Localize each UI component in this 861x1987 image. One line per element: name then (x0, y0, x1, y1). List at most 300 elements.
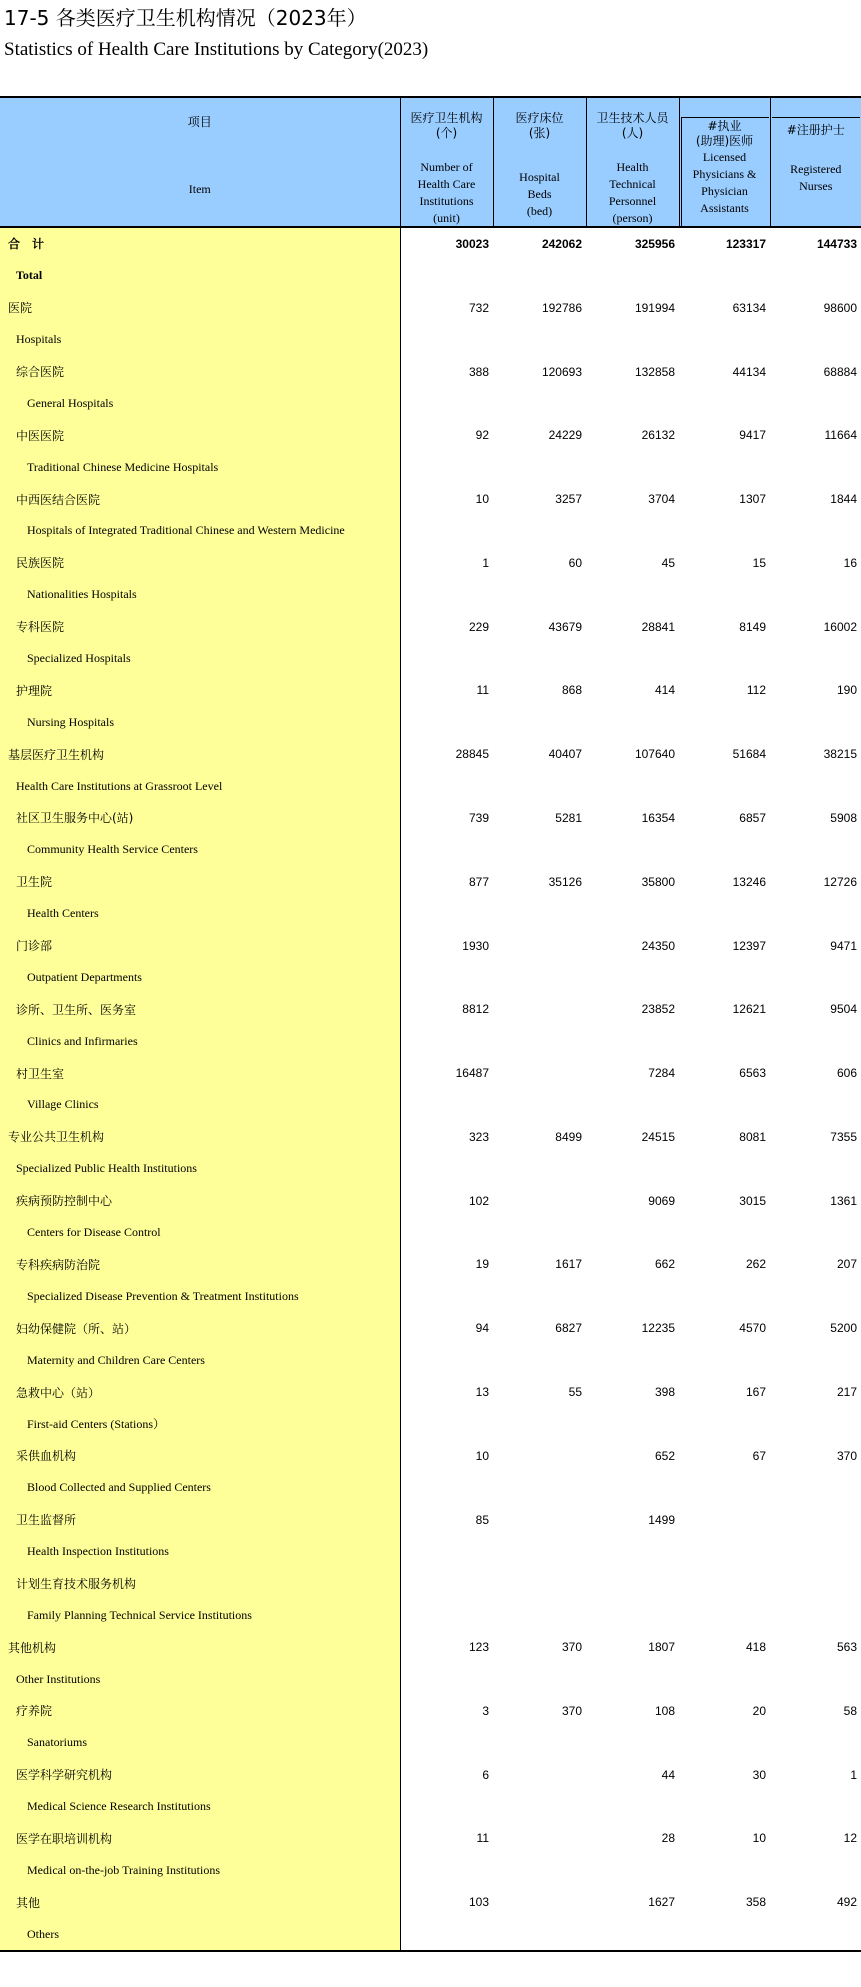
cell-value: 68884 (823, 364, 857, 379)
row-label-en: Traditional Chinese Medicine Hospitals (0, 451, 400, 483)
cell-empty (586, 770, 679, 802)
row-label-zh: 医学在职培训机构 (0, 1823, 400, 1855)
table-row (0, 611, 861, 643)
cell-empty (679, 1536, 770, 1568)
cell-value: 323 (468, 1129, 489, 1144)
table-row-en (0, 260, 861, 292)
cell-value: 398 (654, 1385, 675, 1399)
table-row (0, 993, 861, 1025)
cell-value: 262 (745, 1257, 766, 1272)
cell-value: 12726 (823, 874, 857, 889)
cell-empty (679, 1408, 770, 1440)
row-label-zh: 专科疾病防治院 (0, 1249, 400, 1281)
cell-empty (679, 1089, 770, 1121)
table-row-en (0, 1217, 861, 1249)
cell-value: 8812 (462, 1002, 489, 1017)
cell-empty (400, 898, 493, 930)
row-label-zh: 疗养院 (0, 1695, 400, 1727)
cell-value: 9417 (739, 428, 766, 443)
statistics-table-container (0, 96, 861, 1952)
cell-value (493, 993, 586, 1025)
cell-value: 94 (475, 1321, 489, 1336)
cell-empty (493, 1280, 586, 1312)
cell-empty (400, 1344, 493, 1376)
cell-empty (400, 1918, 493, 1951)
cell-empty (493, 515, 586, 547)
cell-empty (493, 1408, 586, 1440)
cell-value: 1 (850, 1767, 857, 1782)
cell-empty (770, 1727, 861, 1759)
cell-empty (400, 515, 493, 547)
cell-empty (586, 961, 679, 993)
cell-empty (400, 1599, 493, 1631)
row-label-zh: 专科医院 (0, 611, 400, 643)
cell-empty (770, 451, 861, 483)
cell-value: 7284 (648, 1066, 675, 1081)
row-label-zh: 医学科学研究机构 (0, 1759, 400, 1791)
cell-value: 739 (468, 810, 489, 825)
cell-empty (493, 1727, 586, 1759)
cell-empty (770, 1472, 861, 1504)
cell-empty (679, 579, 770, 611)
cell-empty (493, 834, 586, 866)
cell-empty (679, 1344, 770, 1376)
cell-value: 112 (746, 683, 766, 698)
cell-value: 1307 (739, 492, 766, 507)
table-row-en (0, 1536, 861, 1568)
cell-empty (770, 770, 861, 802)
row-label-en: Centers for Disease Control (0, 1217, 400, 1249)
row-label-en: Other Institutions (0, 1663, 400, 1695)
cell-empty (400, 260, 493, 292)
row-label-zh: 急救中心（站） (0, 1376, 400, 1408)
cell-empty (586, 515, 679, 547)
row-label-zh: 诊所、卫生所、医务室 (0, 993, 400, 1025)
cell-value (586, 1567, 679, 1599)
table-row-en (0, 1025, 861, 1057)
cell-value: 44 (661, 1767, 675, 1782)
row-label-en: Others (0, 1918, 400, 1951)
cell-empty (493, 706, 586, 738)
row-label-zh: 护理院 (0, 674, 400, 706)
cell-value: 63134 (732, 300, 766, 315)
table-row-en (0, 1727, 861, 1759)
table-row-en (0, 1854, 861, 1886)
cell-empty (679, 260, 770, 292)
table-row-en (0, 770, 861, 802)
cell-empty (679, 898, 770, 930)
row-label-en: Clinics and Infirmaries (0, 1025, 400, 1057)
cell-empty (400, 961, 493, 993)
header-nurses-zh: #注册护士 (786, 123, 845, 137)
cell-value: 418 (745, 1640, 766, 1655)
cell-value: 20 (752, 1703, 766, 1718)
row-label-zh: 民族医院 (0, 547, 400, 579)
cell-value: 12 (843, 1831, 857, 1846)
cell-empty (679, 1153, 770, 1185)
cell-empty (770, 387, 861, 419)
cell-value: 123 (468, 1640, 489, 1655)
cell-value: 414 (654, 683, 675, 698)
cell-empty (679, 451, 770, 483)
cell-empty (770, 643, 861, 675)
cell-value: 7355 (830, 1129, 857, 1144)
table-row (0, 1695, 861, 1727)
cell-value: 26132 (641, 428, 675, 443)
row-label-zh: 采供血机构 (0, 1440, 400, 1472)
table-row-en (0, 834, 861, 866)
cell-value: 38215 (823, 747, 857, 762)
cell-value: 191994 (634, 300, 675, 315)
cell-empty (679, 1854, 770, 1886)
page-title-en: Statistics of Health Care Institutions by Category(2023) (4, 39, 429, 60)
cell-value: 28 (661, 1831, 675, 1846)
cell-value: 217 (836, 1385, 857, 1399)
row-label-en: Medical on-the-job Training Institutions (0, 1854, 400, 1886)
cell-empty (770, 1791, 861, 1823)
cell-empty (586, 1472, 679, 1504)
table-row-en (0, 1791, 861, 1823)
cell-empty (679, 1663, 770, 1695)
cell-value: 5908 (830, 810, 857, 825)
table-row (0, 1376, 861, 1408)
row-label-en: Medical Science Research Institutions (0, 1791, 400, 1823)
cell-value: 1361 (830, 1193, 857, 1208)
cell-empty (400, 1727, 493, 1759)
cell-empty (493, 579, 586, 611)
cell-value: 370 (561, 1640, 582, 1655)
cell-empty (586, 1153, 679, 1185)
cell-value: 6 (482, 1767, 489, 1782)
cell-empty (586, 1854, 679, 1886)
table-row-en (0, 515, 861, 547)
cell-empty (400, 643, 493, 675)
table-row (0, 1249, 861, 1281)
cell-value (493, 1504, 586, 1536)
cell-empty (770, 834, 861, 866)
cell-value: 92 (475, 428, 489, 443)
cell-empty (586, 1663, 679, 1695)
cell-empty (586, 579, 679, 611)
cell-empty (770, 1918, 861, 1951)
table-row-en (0, 579, 861, 611)
cell-value: 19 (475, 1257, 489, 1272)
cell-empty (770, 1153, 861, 1185)
table-row-en (0, 898, 861, 930)
cell-value: 877 (468, 874, 489, 889)
cell-empty (770, 706, 861, 738)
cell-empty (770, 1536, 861, 1568)
cell-empty (586, 1025, 679, 1057)
cell-value: 370 (836, 1448, 857, 1463)
cell-empty (679, 961, 770, 993)
cell-empty (586, 834, 679, 866)
cell-value: 9504 (830, 1002, 857, 1017)
cell-value: 12621 (732, 1002, 766, 1017)
cell-value: 28841 (641, 619, 675, 634)
cell-value: 10 (475, 1448, 489, 1463)
cell-value: 40407 (548, 747, 582, 762)
cell-empty (400, 451, 493, 483)
cell-empty (586, 1344, 679, 1376)
cell-value: 60 (568, 555, 582, 570)
table-row-en (0, 1344, 861, 1376)
cell-empty (493, 387, 586, 419)
cell-value: 13 (475, 1385, 489, 1399)
cell-value: 388 (468, 364, 489, 379)
cell-empty (679, 770, 770, 802)
row-label-zh: 计划生育技术服务机构 (0, 1567, 400, 1599)
cell-empty (586, 1791, 679, 1823)
row-label-en: Total (0, 260, 400, 292)
table-row-en (0, 1472, 861, 1504)
cell-empty (586, 898, 679, 930)
row-label-zh: 妇幼保健院（所、站） (0, 1312, 400, 1344)
cell-empty (400, 706, 493, 738)
table-row (0, 1823, 861, 1855)
cell-value: 8081 (739, 1129, 766, 1144)
cell-value: 12397 (732, 938, 766, 953)
cell-value (679, 1504, 770, 1536)
cell-value: 15 (752, 555, 766, 570)
cell-empty (400, 1217, 493, 1249)
row-label-en: Health Centers (0, 898, 400, 930)
cell-value (493, 1057, 586, 1089)
cell-empty (400, 770, 493, 802)
table-row (0, 674, 861, 706)
cell-value: 24350 (641, 938, 675, 953)
cell-empty (493, 1089, 586, 1121)
cell-empty (586, 1727, 679, 1759)
cell-empty (586, 451, 679, 483)
cell-value: 9069 (648, 1193, 675, 1208)
table-row (0, 930, 861, 962)
cell-empty (586, 387, 679, 419)
cell-value (493, 1440, 586, 1472)
header-nurses (770, 97, 861, 227)
header-item-en: Item (188, 182, 211, 196)
cell-value: 11 (476, 683, 489, 698)
row-label-zh: 社区卫生服务中心(站) (0, 802, 400, 834)
table-row-en (0, 451, 861, 483)
cell-empty (493, 260, 586, 292)
row-label-en: Village Clinics (0, 1089, 400, 1121)
table-row (0, 1057, 861, 1089)
row-label-en: Maternity and Children Care Centers (0, 1344, 400, 1376)
cell-empty (770, 1344, 861, 1376)
cell-empty (493, 1025, 586, 1057)
cell-value: 51684 (732, 747, 766, 762)
cell-empty (493, 961, 586, 993)
cell-value: 24515 (641, 1129, 675, 1144)
cell-empty (400, 1025, 493, 1057)
cell-value: 492 (836, 1895, 857, 1910)
row-label-zh: 卫生院 (0, 866, 400, 898)
cell-value (770, 1567, 861, 1599)
cell-value: 1499 (648, 1512, 675, 1527)
cell-value: 10 (475, 492, 489, 507)
header-beds-en: Hospital Beds (bed) (519, 170, 560, 218)
row-label-zh: 其他机构 (0, 1631, 400, 1663)
cell-value: 103 (468, 1895, 489, 1910)
cell-empty (400, 1536, 493, 1568)
table-row (0, 227, 861, 260)
cell-value (493, 1185, 586, 1217)
cell-value: 12235 (641, 1321, 675, 1336)
header-item (0, 97, 400, 227)
cell-value (679, 1567, 770, 1599)
cell-empty (586, 1280, 679, 1312)
cell-value (770, 1504, 861, 1536)
cell-empty (679, 1791, 770, 1823)
cell-value: 16487 (455, 1066, 489, 1081)
cell-empty (679, 387, 770, 419)
cell-value: 43679 (548, 619, 582, 634)
cell-value: 3015 (739, 1193, 766, 1208)
row-label-en: Nursing Hospitals (0, 706, 400, 738)
cell-value: 1844 (830, 492, 857, 507)
cell-empty (586, 1089, 679, 1121)
row-label-zh: 其他 (0, 1886, 400, 1918)
cell-value (493, 1886, 586, 1918)
cell-empty (586, 1408, 679, 1440)
cell-value: 6857 (739, 810, 766, 825)
cell-empty (493, 1918, 586, 1951)
cell-empty (770, 898, 861, 930)
row-label-en: Health Inspection Institutions (0, 1536, 400, 1568)
header-personnel-zh: 卫生技术人员 (人) (596, 111, 669, 140)
cell-empty (493, 1472, 586, 1504)
cell-value: 9471 (830, 938, 857, 953)
table-row-en (0, 1280, 861, 1312)
cell-empty (770, 1599, 861, 1631)
cell-empty (586, 324, 679, 356)
cell-value: 1617 (555, 1257, 582, 1272)
cell-empty (493, 1344, 586, 1376)
cell-empty (400, 1472, 493, 1504)
table-row (0, 1631, 861, 1663)
cell-empty (400, 579, 493, 611)
table-header (0, 97, 861, 227)
cell-empty (493, 1536, 586, 1568)
cell-empty (493, 643, 586, 675)
cell-empty (679, 1025, 770, 1057)
table-row (0, 1185, 861, 1217)
cell-value: 563 (836, 1640, 857, 1655)
cell-empty (586, 1918, 679, 1951)
header-personnel (586, 97, 679, 227)
cell-value: 16002 (823, 619, 857, 634)
table-row-en (0, 1089, 861, 1121)
cell-value: 102 (468, 1193, 489, 1208)
table-row-en (0, 961, 861, 993)
header-institutions (400, 97, 493, 227)
row-label-en: Hospitals of Integrated Traditional Chinese and Western Medicine (0, 515, 400, 547)
cell-empty (770, 579, 861, 611)
row-label-zh: 综合医院 (0, 356, 400, 388)
cell-value: 662 (654, 1257, 675, 1272)
cell-value: 8499 (555, 1129, 582, 1144)
cell-empty (493, 451, 586, 483)
cell-empty (400, 1089, 493, 1121)
row-label-en: Blood Collected and Supplied Centers (0, 1472, 400, 1504)
table-row-en (0, 1663, 861, 1695)
table-row-en (0, 1408, 861, 1440)
cell-value: 132858 (634, 364, 675, 379)
cell-value: 8149 (739, 619, 766, 634)
cell-value: 370 (561, 1703, 582, 1718)
cell-empty (679, 1918, 770, 1951)
row-label-zh: 医院 (0, 292, 400, 324)
cell-value: 229 (468, 619, 489, 634)
table-row (0, 802, 861, 834)
cell-empty (679, 324, 770, 356)
header-personnel-en: Health Technical Personnel (person) (608, 160, 657, 225)
cell-empty (493, 1663, 586, 1695)
cell-value: 16354 (641, 810, 675, 825)
cell-value: 3704 (648, 492, 675, 507)
cell-value: 58 (843, 1703, 857, 1718)
cell-empty (493, 1854, 586, 1886)
cell-empty (493, 1599, 586, 1631)
page-title-zh: 17-5 各类医疗卫生机构情况（2023年） (4, 6, 367, 30)
cell-value (493, 930, 586, 962)
cell-empty (770, 1217, 861, 1249)
cell-value: 1627 (648, 1895, 675, 1910)
cell-value: 1 (482, 555, 489, 570)
cell-value: 3257 (555, 492, 582, 507)
row-label-en: Hospitals (0, 324, 400, 356)
cell-empty (770, 1280, 861, 1312)
table-row-en (0, 1918, 861, 1951)
cell-value: 1807 (648, 1640, 675, 1655)
cell-empty (679, 515, 770, 547)
cell-value: 45 (661, 555, 675, 570)
cell-empty (679, 1472, 770, 1504)
table-row-en (0, 1153, 861, 1185)
header-physicians-en: Licensed Physicians & Physician Assistants (692, 150, 757, 215)
cell-value: 325956 (634, 236, 675, 251)
cell-value: 13246 (732, 874, 766, 889)
table-row-en (0, 324, 861, 356)
cell-empty (679, 834, 770, 866)
cell-empty (493, 898, 586, 930)
row-label-en: Sanatoriums (0, 1727, 400, 1759)
cell-empty (586, 643, 679, 675)
table-row (0, 1567, 861, 1599)
cell-value (493, 1823, 586, 1855)
cell-value: 5281 (555, 810, 582, 825)
cell-empty (679, 643, 770, 675)
cell-value: 67 (752, 1448, 766, 1463)
cell-empty (400, 387, 493, 419)
cell-value: 606 (836, 1066, 857, 1081)
table-row (0, 1440, 861, 1472)
cell-empty (493, 1791, 586, 1823)
cell-empty (493, 1217, 586, 1249)
cell-value: 207 (836, 1257, 857, 1272)
table-row-en (0, 1599, 861, 1631)
row-label-en: Nationalities Hospitals (0, 579, 400, 611)
header-physicians (679, 97, 770, 227)
cell-empty (770, 515, 861, 547)
row-label-en: Family Planning Technical Service Institutions (0, 1599, 400, 1631)
cell-empty (586, 1599, 679, 1631)
cell-value: 35800 (641, 874, 675, 889)
statistics-table (0, 96, 861, 1952)
row-label-en: Specialized Disease Prevention & Treatment Institutions (0, 1280, 400, 1312)
cell-value: 5200 (830, 1321, 857, 1336)
